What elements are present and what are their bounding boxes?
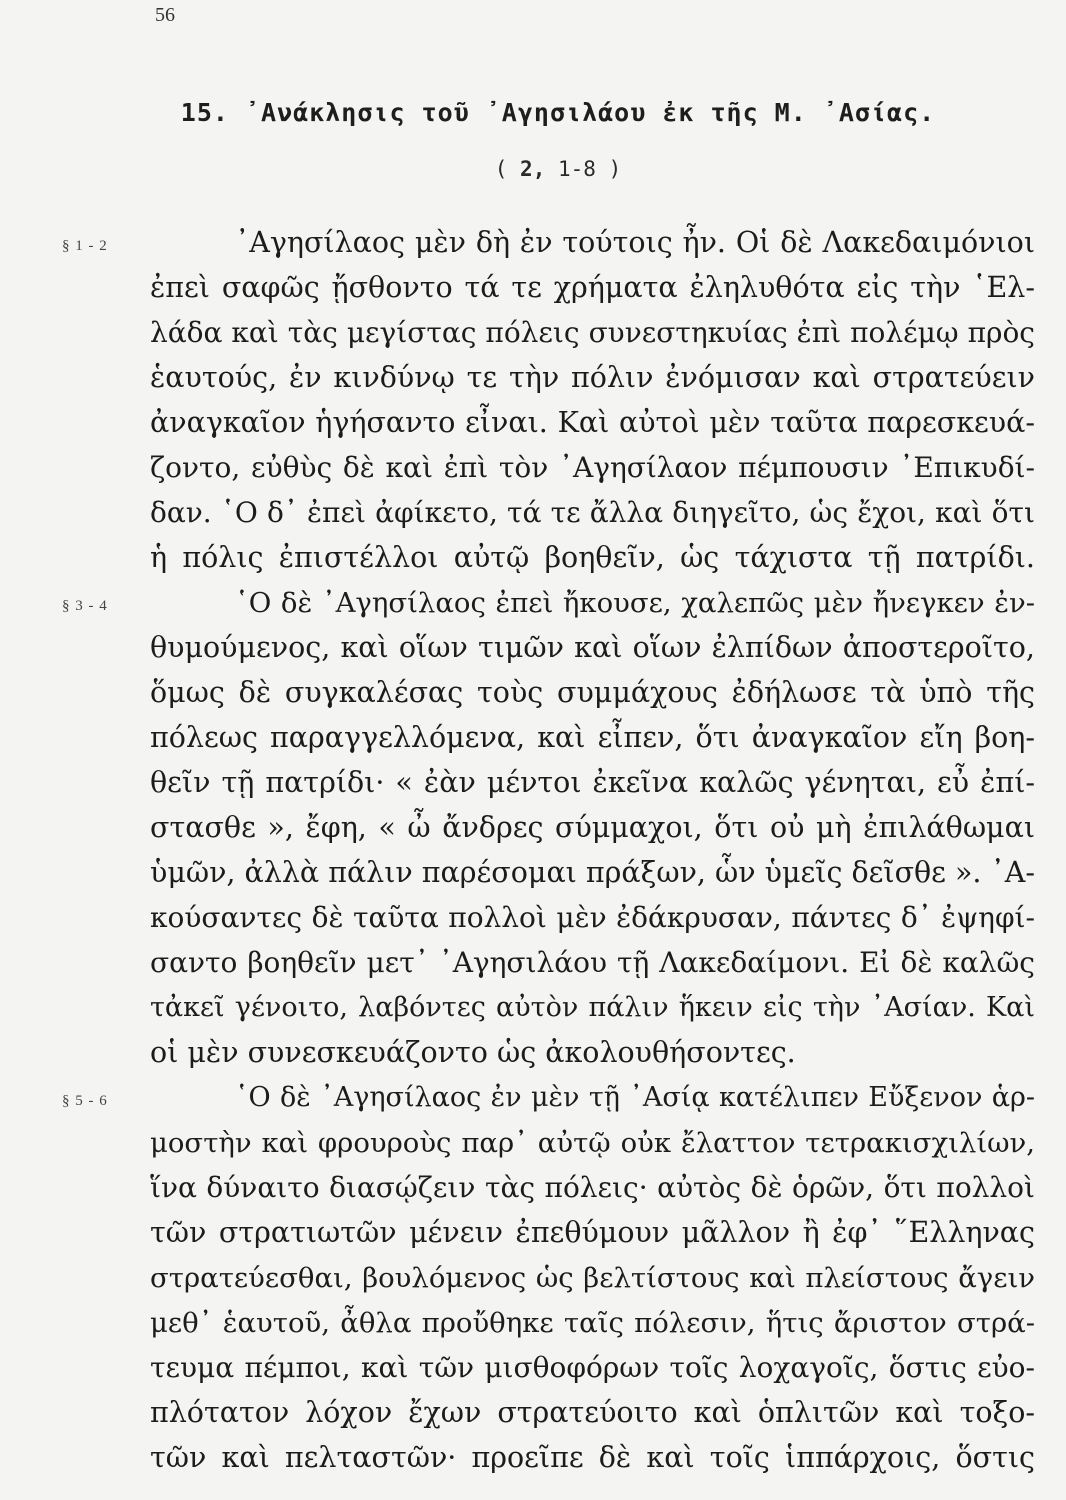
text-line: κούσαντες δὲ ταῦτα πολλοὶ μὲν ἐδάκρυσαν, πάντες δ᾿ ἐψηφί- (150, 901, 1035, 934)
text-line: ὑμῶν, ἀλλὰ πάλιν παρέσομαι πράξων, ὧν ὑμεῖς δεῖσθε ». ᾿Α- (150, 856, 1036, 889)
text-line: ἡ πόλις ἐπιστέλλοι αὐτῷ βοηθεῖν, ὡς τάχιστα τῇ πατρίδι. (150, 541, 1035, 574)
text-line: λάδα καὶ τὰς μεγίστας πόλεις συνεστηκυίας ἐπὶ πολέμῳ πρὸς (150, 316, 1035, 349)
reference-book: 2, (520, 157, 546, 181)
text-line: πλότατον λόχον ἔχων στρατεύοιτο καὶ ὁπλιτῶν καὶ τοξο- (150, 1396, 1035, 1429)
text-line: θεῖν τῇ πατρίδι· « ἐὰν μέντοι ἐκεῖνα καλῶς γένηται, εὖ ἐπί- (150, 766, 1035, 799)
text-line: στρατεύεσθαι, βουλόμενος ὡς βελτίστους καὶ πλείστους ἄγειν (150, 1262, 1035, 1294)
chapter-reference (0, 157, 1066, 181)
text-line: ῾Ο δὲ ᾿Αγησίλαος ἐν μὲν τῇ ᾿Ασίᾳ κατέλιπεν Εὔξενον ἁρ- (235, 1082, 1035, 1113)
page-number: 56 (155, 4, 175, 26)
text-line: ὅμως δὲ συγκαλέσας τοὺς συμμάχους ἐδήλωσε τὰ ὑπὸ τῆς (150, 676, 1035, 709)
text-line: ἐπεὶ σαφῶς ᾔσθοντο τά τε χρήματα ἐληλυθότα εἰς τὴν ῾Ελ- (150, 271, 1035, 304)
section-marker: § 3 - 4 (62, 598, 108, 614)
chapter-title: 15. ᾿Ανάκλησις τοῦ ᾿Αγησιλάου ἐκ τῆς Μ. ᾿Ασίας. (180, 98, 936, 127)
text-line: τῶν καὶ πελταστῶν· προεῖπε δὲ καὶ τοῖς ἱππάρχοις, ὅστις (150, 1441, 1035, 1474)
text-line: τῶν στρατιωτῶν μένειν ἐπεθύμουν μᾶλλον ἢ ἐφ᾿ ῞Ελληνας (150, 1216, 1035, 1249)
text-line: ἀναγκαῖον ἡγήσαντο εἶναι. Καὶ αὐτοὶ μὲν ταῦτα παρεσκευά- (150, 406, 1035, 439)
reference-range: 1-8 (558, 157, 596, 181)
text-line: δαν. ῾Ο δ᾿ ἐπεὶ ἀφίκετο, τά τε ἄλλα διηγεῖτο, ὡς ἔχοι, καὶ ὅτι (150, 496, 1035, 529)
text-line: τευμα πέμποι, καὶ τῶν μισθοφόρων τοῖς λοχαγοῖς, ὅστις εὐο- (150, 1351, 1035, 1384)
text-line: οἱ μὲν συνεσκευάζοντο ὡς ἀκολουθήσοντες. (150, 1036, 796, 1069)
text-line: σαντο βοηθεῖν μετ᾿ ᾿Αγησιλάου τῇ Λακεδαίμονι. Εἰ δὲ καλῶς (150, 946, 1035, 979)
text-line: θυμούμενος, καὶ οἵων τιμῶν καὶ οἵων ἐλπίδων ἀποστεροῖτο, (150, 631, 1035, 664)
text-line: ζοντο, εὐθὺς δὲ καὶ ἐπὶ τὸν ᾿Αγησίλαον πέμπουσιν ᾿Επικυδί- (150, 451, 1035, 484)
section-marker: § 5 - 6 (62, 1093, 108, 1109)
text-line: μοστὴν καὶ φρουροὺς παρ᾿ αὐτῷ οὐκ ἔλαττον τετρακισχιλίων, (150, 1127, 1035, 1159)
text-line: στασθε », ἔφη, « ὦ ἄνδρες σύμμαχοι, ὅτι οὐ μὴ ἐπιλάθωμαι (150, 811, 1035, 844)
reference-close: ) (608, 157, 622, 181)
text-line: τἀκεῖ γένοιτο, λαβόντες αὐτὸν πάλιν ἥκειν εἰς τὴν ᾿Ασίαν. Καὶ (150, 992, 1035, 1023)
text-line: πόλεως παραγγελλόμενα, καὶ εἶπεν, ὅτι ἀναγκαῖον εἴη βοη- (150, 721, 1035, 754)
text-line: ῾Ο δὲ ᾿Αγησίλαος ἐπεὶ ἤκουσε, χαλεπῶς μὲν ἤνεγκεν ἐν- (235, 587, 1035, 619)
section-marker: § 1 - 2 (62, 238, 108, 254)
text-line: ᾿Αγησίλαος μὲν δὴ ἐν τούτοις ἦν. Οἱ δὲ Λακεδαιμόνιοι (235, 226, 1035, 259)
text-line: ἵνα δύναιτο διασῴζειν τὰς πόλεις· αὐτὸς δὲ ὁρῶν, ὅτι πολλοὶ (150, 1171, 1035, 1204)
text-line: μεθ᾿ ἑαυτοῦ, ἆθλα προὔθηκε ταῖς πόλεσιν, ἥτις ἄριστον στρά- (150, 1307, 1035, 1339)
reference-open: ( (494, 157, 508, 181)
text-line: ἑαυτούς, ἐν κινδύνῳ τε τὴν πόλιν ἐνόμισαν καὶ στρατεύειν (150, 361, 1035, 394)
